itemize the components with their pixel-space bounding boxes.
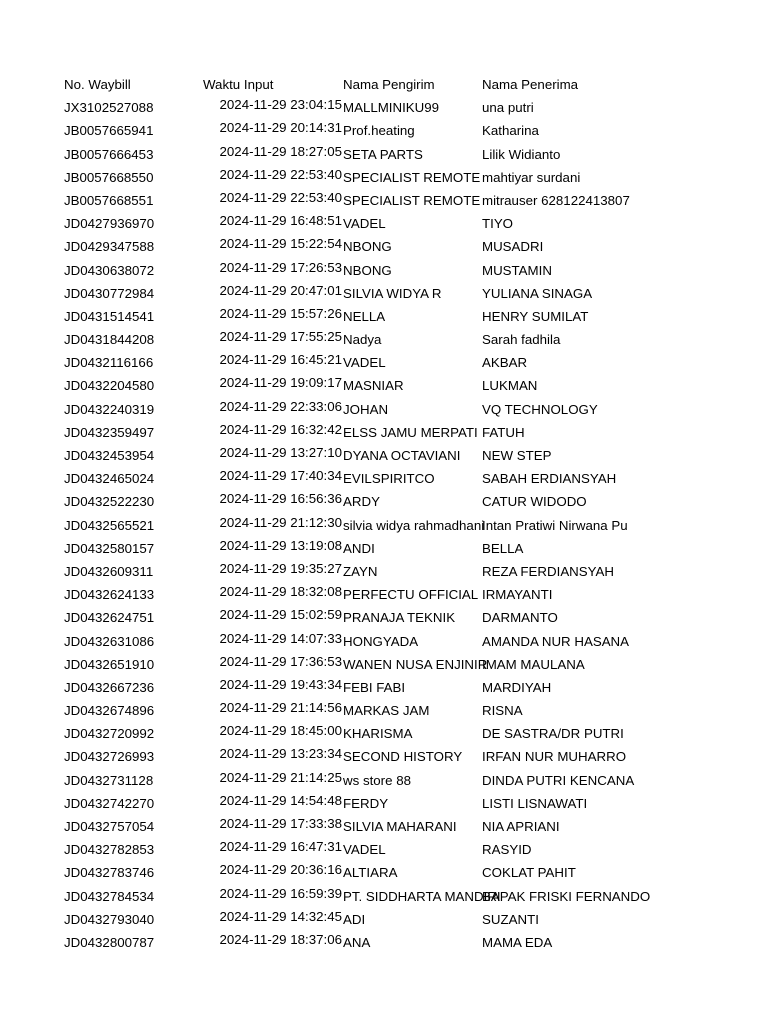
- waybill-cell: JB0057666453: [64, 146, 154, 162]
- waktu-input-cell: 2024-11-29 23:04:15: [219, 97, 342, 113]
- table-row: [64, 815, 622, 838]
- pengirim-cell: PRANAJA TEKNIK: [343, 610, 456, 626]
- waybill-cell: JD0432624133: [64, 587, 155, 603]
- penerima-cell: MUSTAMIN: [482, 262, 552, 278]
- penerima-cell: IRMAYANTI: [482, 587, 553, 603]
- table-row: [64, 931, 622, 954]
- penerima-cell: AMANDA NUR HASANA: [482, 633, 630, 649]
- waktu-input-cell: 2024-11-29 16:56:36: [219, 491, 342, 507]
- penerima-cell: VQ TECHNOLOGY: [482, 401, 598, 417]
- penerima-cell: SUZANTI: [482, 911, 539, 927]
- pengirim-cell: ARDY: [343, 494, 380, 510]
- waktu-input-cell: 2024-11-29 20:36:16: [219, 862, 342, 878]
- waktu-input-cell: 2024-11-29 15:57:26: [219, 305, 342, 321]
- table-row: [64, 328, 622, 351]
- penerima-cell: LISTI LISNAWATI: [482, 795, 588, 811]
- waybill-cell: JD0432453954: [64, 448, 155, 463]
- table-row: [64, 676, 622, 699]
- header-waktu-input: Waktu Input: [203, 77, 274, 92]
- pengirim-cell: PERFECTU OFFICIAL: [343, 587, 479, 603]
- waktu-input-cell: 2024-11-29 16:48:51: [219, 213, 342, 229]
- waktu-input-cell: 2024-11-29 22:33:06: [219, 398, 342, 414]
- penerima-cell: COKLAT PAHIT: [482, 865, 576, 881]
- penerima-cell: MARDIYAH: [482, 679, 552, 695]
- table-row: [64, 282, 622, 305]
- table-row: [64, 560, 622, 583]
- penerima-cell: DE SASTRA/DR PUTRI: [482, 726, 624, 742]
- table-row: [64, 722, 622, 745]
- table-row: [64, 769, 635, 792]
- pengirim-cell: KHARISMA: [343, 726, 413, 742]
- pengirim-cell: Prof.heating: [343, 123, 415, 139]
- waktu-input-cell: 2024-11-29 17:26:53: [219, 259, 342, 275]
- pengirim-cell: WANEN NUSA ENJINIR: [343, 656, 488, 672]
- waktu-input-cell: 2024-11-29 14:54:48: [219, 792, 342, 808]
- penerima-cell: DARMANTO: [482, 610, 558, 626]
- penerima-cell: Sarah fadhila: [482, 332, 561, 348]
- pengirim-cell: FEBI FABI: [343, 679, 406, 695]
- table-row: [64, 537, 622, 560]
- pengirim-cell: EVILSPIRITCO: [343, 471, 435, 487]
- waktu-input-cell: 2024-11-29 13:23:34: [219, 746, 342, 762]
- waktu-input-cell: 2024-11-29 17:36:53: [219, 653, 342, 669]
- pengirim-cell: SILVIA MAHARANI: [343, 819, 457, 834]
- pengirim-cell: HONGYADA: [343, 633, 419, 649]
- table-row: [64, 235, 622, 258]
- pengirim-cell: SPECIALIST REMOTE: [343, 192, 481, 208]
- waybill-cell: JD0432609311: [64, 563, 154, 579]
- table-row: [64, 908, 622, 931]
- penerima-cell: BAPAK FRISKI FERNANDO: [482, 888, 651, 904]
- waybill-cell: JD0432800787: [64, 934, 155, 950]
- table-row: [64, 189, 630, 212]
- waybill-cell: JD0432720992: [64, 726, 155, 742]
- table-row: [64, 398, 622, 421]
- table-row: [64, 745, 627, 768]
- waybill-cell: JD0432240319: [64, 401, 155, 417]
- table-row: [64, 259, 622, 282]
- waktu-input-cell: 2024-11-29 21:12:30: [219, 514, 342, 530]
- waybill-cell: JB0057668550: [64, 169, 154, 185]
- header-nama-penerima: Nama Penerima: [482, 77, 579, 92]
- table-row: [64, 467, 622, 490]
- waybill-cell: JD0432667236: [64, 679, 155, 695]
- pengirim-cell: ZAYN: [343, 563, 378, 579]
- pengirim-cell: ANDI: [343, 540, 375, 556]
- penerima-cell: NEW STEP: [482, 448, 552, 463]
- waybill-cell: JD0432731128: [64, 772, 154, 788]
- table-row: [64, 490, 622, 513]
- penerima-cell: MUSADRI: [482, 239, 544, 255]
- table-row: [64, 514, 628, 537]
- waybill-cell: JD0432784534: [64, 888, 155, 904]
- waktu-input-cell: 2024-11-29 15:22:54: [219, 236, 342, 252]
- penerima-cell: AKBAR: [482, 355, 528, 371]
- waybill-cell: JD0427936970: [64, 216, 155, 232]
- waktu-input-cell: 2024-11-29 18:37:06: [219, 931, 342, 947]
- header-nama-pengirim: Nama Pengirim: [343, 77, 435, 92]
- waktu-input-cell: 2024-11-29 16:59:39: [219, 885, 342, 901]
- waybill-cell: JD0430772984: [64, 285, 155, 301]
- waktu-input-cell: 2024-11-29 16:32:42: [219, 421, 342, 437]
- table-row: [64, 861, 622, 884]
- waktu-input-cell: 2024-11-29 20:47:01: [219, 282, 342, 298]
- waybill-cell: JD0432624751: [64, 610, 155, 626]
- waktu-input-cell: 2024-11-29 13:19:08: [219, 537, 342, 553]
- waybill-cell: JD0432674896: [64, 703, 155, 719]
- waybill-cell: JD0432580157: [64, 540, 155, 556]
- penerima-cell: REZA FERDIANSYAH: [482, 563, 615, 579]
- table-row: [64, 792, 622, 815]
- waybill-cell: JD0431844208: [64, 332, 155, 348]
- penerima-cell: NIA APRIANI: [482, 819, 560, 834]
- pengirim-cell: SETA PARTS: [343, 146, 423, 162]
- table-row: [64, 305, 622, 328]
- waktu-input-cell: 2024-11-29 20:14:31: [219, 120, 342, 136]
- waktu-input-cell: 2024-11-29 14:32:45: [219, 908, 342, 924]
- waybill-cell: JD0432783746: [64, 865, 155, 881]
- waktu-input-cell: 2024-11-29 19:35:27: [219, 560, 342, 576]
- pengirim-cell: MARKAS JAM: [343, 703, 430, 719]
- waktu-input-cell: 2024-11-29 22:53:40: [219, 189, 342, 205]
- penerima-cell: DINDA PUTRI KENCANA: [482, 772, 635, 788]
- waktu-input-cell: 2024-11-29 21:14:25: [219, 769, 342, 785]
- waybill-cell: JD0431514541: [64, 308, 155, 324]
- table-row: [64, 212, 622, 235]
- penerima-cell: FATUH: [482, 424, 525, 440]
- waktu-input-cell: 2024-11-29 14:07:33: [219, 630, 342, 646]
- waktu-input-cell: 2024-11-29 17:55:25: [219, 329, 342, 345]
- waybill-cell: JD0432757054: [64, 819, 155, 834]
- pengirim-cell: ANA: [343, 934, 371, 950]
- waybill-cell: JX3102527088: [64, 100, 154, 116]
- penerima-cell: CATUR WIDODO: [482, 494, 587, 510]
- pengirim-cell: VADEL: [343, 355, 386, 371]
- penerima-cell: RISNA: [482, 703, 523, 719]
- waybill-cell: JD0432116166: [64, 355, 154, 371]
- penerima-cell: IRFAN NUR MUHARRO: [482, 749, 627, 765]
- penerima-cell: BELLA: [482, 540, 524, 556]
- pengirim-cell: ws store 88: [343, 772, 411, 788]
- waybill-cell: JD0432522230: [64, 494, 155, 510]
- waybill-cell: JD0432742270: [64, 795, 155, 811]
- table-row: [64, 444, 622, 467]
- table-header-row: [64, 73, 622, 96]
- pengirim-cell: NELLA: [343, 308, 386, 324]
- pengirim-cell: MASNIAR: [343, 378, 404, 394]
- penerima-cell: SABAH ERDIANSYAH: [482, 471, 617, 487]
- waybill-cell: JD0432465024: [64, 471, 155, 487]
- table-row: [64, 653, 622, 676]
- penerima-cell: LUKMAN: [482, 378, 538, 394]
- pengirim-cell: SECOND HISTORY: [343, 749, 463, 765]
- penerima-cell: IMAM MAULANA: [482, 656, 585, 672]
- table-row: [64, 166, 622, 189]
- waybill-cell: JD0432631086: [64, 633, 155, 649]
- table-row: [64, 421, 622, 444]
- waktu-input-cell: 2024-11-29 17:40:34: [219, 468, 342, 484]
- pengirim-cell: NBONG: [343, 262, 392, 278]
- pengirim-cell: ADI: [343, 911, 366, 927]
- penerima-cell: mahtiyar surdani: [482, 169, 581, 185]
- pengirim-cell: MALLMINIKU99: [343, 100, 440, 116]
- waybill-cell: JD0432782853: [64, 842, 155, 858]
- waktu-input-cell: 2024-11-29 21:14:56: [219, 700, 342, 716]
- pengirim-cell: JOHAN: [343, 401, 389, 417]
- waktu-input-cell: 2024-11-29 18:45:00: [219, 723, 342, 739]
- penerima-cell: mitrauser 628122413807: [482, 192, 630, 208]
- pengirim-cell: ELSS JAMU MERPATI: [343, 424, 478, 440]
- pengirim-cell: SPECIALIST REMOTE: [343, 169, 481, 185]
- header-no-waybill: No. Waybill: [64, 77, 131, 92]
- waybill-cell: JB0057668551: [64, 192, 154, 208]
- waktu-input-cell: 2024-11-29 19:09:17: [219, 375, 342, 391]
- penerima-cell: RASYID: [482, 842, 532, 858]
- waktu-input-cell: 2024-11-29 16:45:21: [219, 352, 342, 368]
- waybill-cell: JD0432726993: [64, 749, 155, 765]
- waybill-cell: JD0430638072: [64, 262, 155, 278]
- penerima-cell: Intan Pratiwi Nirwana Pu: [482, 517, 628, 533]
- pengirim-cell: silvia widya rahmadhani: [343, 517, 485, 533]
- penerima-cell: Katharina: [482, 123, 539, 139]
- waybill-table: [64, 73, 651, 954]
- pengirim-cell: FERDY: [343, 795, 389, 811]
- penerima-cell: HENRY SUMILAT: [482, 308, 589, 324]
- penerima-cell: una putri: [482, 100, 534, 116]
- pengirim-cell: VADEL: [343, 216, 386, 232]
- waktu-input-cell: 2024-11-29 16:47:31: [219, 839, 342, 855]
- table-row: [64, 351, 622, 374]
- table-row: [64, 699, 622, 722]
- waybill-cell: JD0432204580: [64, 378, 155, 394]
- waktu-input-cell: 2024-11-29 18:32:08: [219, 584, 342, 600]
- waybill-cell: JD0432793040: [64, 911, 155, 927]
- waktu-input-cell: 2024-11-29 22:53:40: [219, 166, 342, 182]
- table-row: [64, 606, 622, 629]
- table-row: [64, 630, 630, 653]
- waybill-cell: JD0432359497: [64, 424, 155, 440]
- waybill-cell: JD0432565521: [64, 517, 155, 533]
- pengirim-cell: SILVIA WIDYA R: [343, 285, 442, 301]
- pengirim-cell: Nadya: [343, 332, 382, 348]
- pengirim-cell: VADEL: [343, 842, 386, 858]
- pengirim-cell: ALTIARA: [343, 865, 398, 881]
- waktu-input-cell: 2024-11-29 17:33:38: [219, 816, 342, 831]
- pengirim-cell: NBONG: [343, 239, 392, 255]
- penerima-cell: TIYO: [482, 216, 514, 232]
- waktu-input-cell: 2024-11-29 13:27:10: [219, 445, 342, 460]
- waybill-cell: JD0429347588: [64, 239, 155, 255]
- pengirim-cell: DYANA OCTAVIANI: [343, 448, 461, 463]
- table-row: [64, 885, 651, 908]
- table-body: [64, 96, 651, 954]
- table-row: [64, 119, 622, 142]
- penerima-cell: Lilik Widianto: [482, 146, 561, 162]
- table-row: [64, 583, 622, 606]
- pengirim-cell: PT. SIDDHARTA MANDIRI: [343, 888, 501, 904]
- waybill-cell: JB0057665941: [64, 123, 154, 139]
- penerima-cell: MAMA EDA: [482, 934, 553, 950]
- waktu-input-cell: 2024-11-29 15:02:59: [219, 607, 342, 623]
- table-row: [64, 96, 622, 119]
- table-row: [64, 374, 622, 397]
- penerima-cell: YULIANA SINAGA: [482, 285, 593, 301]
- waktu-input-cell: 2024-11-29 18:27:05: [219, 143, 342, 159]
- table-row: [64, 838, 622, 861]
- waybill-cell: JD0432651910: [64, 656, 155, 672]
- table-row: [64, 143, 622, 166]
- waktu-input-cell: 2024-11-29 19:43:34: [219, 676, 342, 692]
